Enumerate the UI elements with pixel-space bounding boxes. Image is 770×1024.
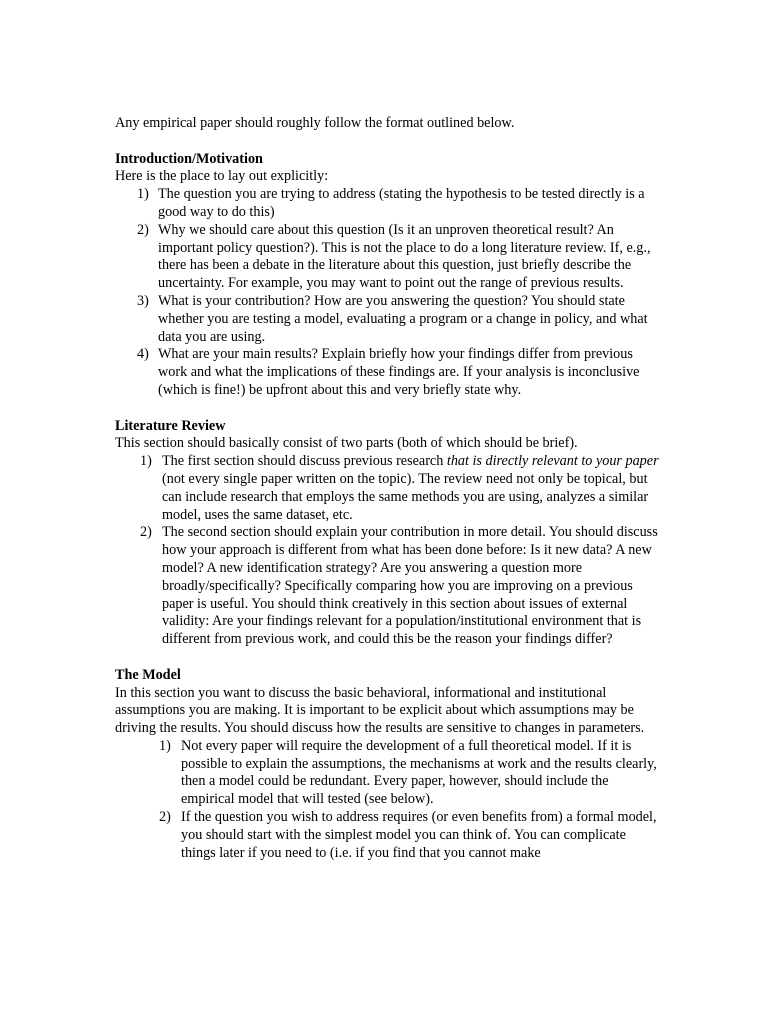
section-heading: Introduction/Motivation <box>115 150 263 167</box>
section-the-model <box>115 667 660 863</box>
section-literature-review <box>115 418 660 649</box>
numbered-list <box>115 453 660 649</box>
list-item-text: The question you are trying to address (stating the hypothesis to be tested directly is a good way to do this) <box>158 186 645 220</box>
list-item-text: The first section should discuss previous research <box>162 453 447 470</box>
list-item-text: Why we should care about this question (Is it an unproven theoretical result? An important policy question?). This is not the place to do a long literature review. If, e.g., there has been a debate in the literature about this question, just briefly describe the uncertainty. For example, you may want to point out the range of previous results. <box>158 221 651 292</box>
list-number: 2) <box>137 221 149 238</box>
list-item-text: (not every single paper written on the topic). The review need not only be topical, but can include research that employs the same methods you are using, analyzes a similar model, uses the same dataset, etc. <box>162 470 649 523</box>
list-number: 2) <box>140 524 152 541</box>
list-number: 1) <box>137 186 149 203</box>
numbered-list <box>115 186 660 400</box>
list-item <box>115 453 660 524</box>
section-lead: In this section you want to discuss the basic behavioral, informational and institutional assumptions you are making. It is important to be explicit about which assumptions may be driving the results. You should discuss how the results are sensitive to changes in parameters. <box>115 684 645 737</box>
section-lead: This section should basically consist of two parts (both of which should be brief). <box>115 435 578 452</box>
list-item-text: Not every paper will require the development of a full theoretical model. If it is possible to explain the assumptions, the mechanisms at work and the results clearly, then a model could be redundant. Every paper, however, should include the empirical model that will tested (see below). <box>181 737 657 808</box>
list-item-text: What is your contribution? How are you answering the question? You should state whether you are testing a model, evaluating a program or a change in policy, and what data you are using. <box>158 292 648 345</box>
document-page <box>115 115 660 862</box>
list-number: 4) <box>137 346 149 363</box>
list-item <box>115 738 660 809</box>
section-introduction <box>115 151 660 400</box>
list-item <box>115 186 660 222</box>
list-number: 1) <box>140 453 152 470</box>
list-number: 1) <box>159 737 171 754</box>
list-item <box>115 346 660 399</box>
section-lead: Here is the place to lay out explicitly: <box>115 168 329 185</box>
section-heading: Literature Review <box>115 417 226 434</box>
list-item-text: The second section should explain your contribution in more detail. You should discuss how your approach is different from what has been done before: Is it new data? A new model? A new identification strategy? Are you answering a question more broadly/specifically? Specifically comparing how you are improving on a previous paper is useful. You should think creatively in this section about issues of external validity: Are your findings relevant for a population/institutional environment that is different from previous work, and could this be the reason your findings differ? <box>162 524 658 648</box>
list-item <box>115 222 660 293</box>
numbered-list <box>115 738 660 863</box>
emphasis-text: that is directly relevant to your paper <box>446 453 659 470</box>
list-number: 2) <box>159 809 171 826</box>
list-item <box>115 524 660 649</box>
list-item-text: If the question you wish to address requires (or even benefits from) a formal model, you should start with the simplest model you can think of. You can complicate things later if you need to (i.e. if you find that you cannot make <box>181 809 657 861</box>
list-item <box>115 809 660 862</box>
intro-paragraph: Any empirical paper should roughly follow the format outlined below. <box>115 115 515 131</box>
list-item-text: What are your main results? Explain briefly how your findings differ from previous work and what the implications of these findings are. If your analysis is inconclusive (which is fine!) be upfront about this and very briefly state why. <box>158 346 640 398</box>
section-heading: The Model <box>115 666 181 683</box>
list-item <box>115 293 660 346</box>
list-number: 3) <box>137 292 149 309</box>
